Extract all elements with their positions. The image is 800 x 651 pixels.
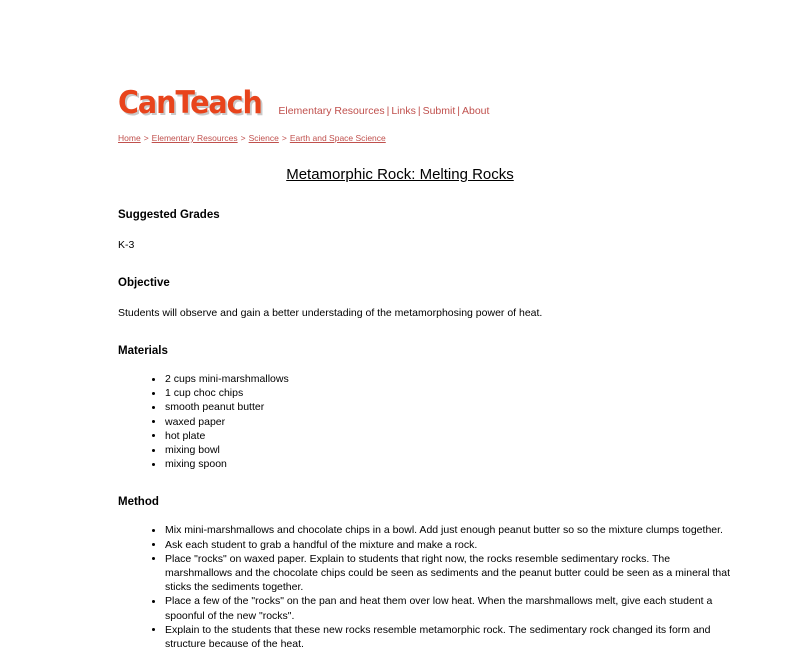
list-item: 1 cup choc chips (152, 386, 740, 400)
breadcrumb-item-elementary-resources[interactable]: Elementary Resources (151, 133, 238, 143)
breadcrumb-separator: > (281, 133, 287, 143)
materials-list (118, 372, 740, 471)
list-item: waxed paper (152, 415, 740, 429)
nav-link-submit[interactable]: Submit (422, 105, 456, 117)
section-heading-suggested-grades: Suggested Grades (118, 209, 220, 221)
suggested-grades-value: K-3 (118, 239, 135, 251)
site-masthead (118, 85, 740, 119)
breadcrumb-item-science[interactable]: Science (248, 133, 279, 143)
nav-separator: | (417, 105, 421, 117)
method-list (118, 523, 740, 651)
list-item: Mix mini-marshmallows and chocolate chips in a bowl. Add just enough peanut butter so so the mixture clumps together. (152, 523, 740, 537)
list-item: mixing bowl (152, 443, 740, 457)
site-logo[interactable]: CanTeach (118, 85, 262, 121)
breadcrumb-item-earth-and-space-science[interactable]: Earth and Space Science (289, 133, 386, 143)
section-heading-objective: Objective (118, 277, 170, 289)
nav-link-about[interactable]: About (461, 105, 490, 117)
nav-link-links[interactable]: Links (391, 105, 416, 117)
nav-link-elementary-resources[interactable]: Elementary Resources (278, 105, 385, 117)
breadcrumb-separator: > (143, 133, 149, 143)
list-item: Ask each student to grab a handful of the mixture and make a rock. (152, 538, 740, 552)
list-item: Place "rocks" on waxed paper. Explain to students that right now, the rocks resemble sedimentary rocks. The marshmallows and the chocolate chips could be seen as sediments and the peanut butter could be seen as a mineral that sticks the sediments together. (152, 552, 740, 595)
primary-nav (278, 105, 489, 119)
list-item: Explain to the students that these new rocks resemble metamorphic rock. The sedimentary rock changed its form and structure because of the heat. (152, 623, 740, 651)
list-item: hot plate (152, 429, 740, 443)
breadcrumb-item-home[interactable]: Home (118, 133, 141, 143)
nav-separator: | (386, 105, 390, 117)
list-item: mixing spoon (152, 457, 740, 471)
list-item: smooth peanut butter (152, 400, 740, 414)
list-item: 2 cups mini-marshmallows (152, 372, 740, 386)
nav-separator: | (457, 105, 460, 117)
list-item: Place a few of the "rocks" on the pan and heat them over low heat. When the marshmallows melt, give each student a spoonful of the new "rocks". (152, 594, 740, 622)
objective-text: Students will observe and gain a better understading of the metamorphosing power of heat. (118, 307, 543, 319)
section-heading-method: Method (118, 496, 159, 509)
breadcrumb-separator: > (240, 133, 246, 143)
breadcrumb (118, 133, 740, 144)
page-title: Metamorphic Rock: Melting Rocks (286, 166, 514, 183)
section-heading-materials: Materials (118, 345, 168, 357)
